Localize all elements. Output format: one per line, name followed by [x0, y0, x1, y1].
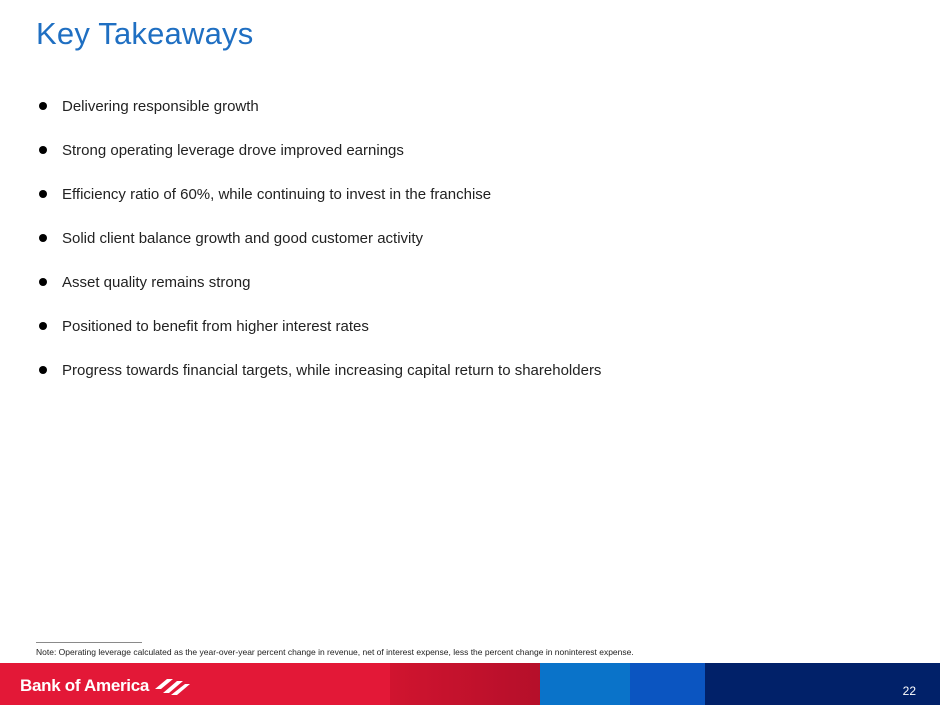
list-item [39, 272, 601, 316]
takeaways-list [39, 96, 601, 404]
list-item [39, 316, 601, 360]
bullet-icon [39, 322, 47, 330]
footer-band-light-blue [540, 663, 630, 705]
bank-of-america-logo [20, 673, 191, 699]
footnote-divider [36, 642, 142, 643]
bullet-icon [39, 190, 47, 198]
list-item [39, 228, 601, 272]
footnote: Note: Operating leverage calculated as the year-over-year percent change in revenue, net of interest expense, less the percent change in noninterest expense. [36, 647, 634, 657]
bullet-text: Positioned to benefit from higher interest rates [62, 318, 369, 335]
bullet-icon [39, 102, 47, 110]
list-item [39, 96, 601, 140]
footer-band-dark-red [390, 663, 540, 705]
bullet-icon [39, 278, 47, 286]
list-item [39, 140, 601, 184]
logo-text: Bank of America [20, 676, 150, 695]
footer-band-blue [630, 663, 705, 705]
page-title: Key Takeaways [36, 16, 254, 51]
bullet-icon [39, 366, 47, 374]
bullet-icon [39, 234, 47, 242]
bullet-text: Solid client balance growth and good customer activity [62, 230, 424, 247]
bullet-icon [39, 146, 47, 154]
bullet-text: Asset quality remains strong [62, 274, 251, 291]
flag-icon [153, 675, 191, 697]
bullet-text: Progress towards financial targets, while increasing capital return to shareholders [62, 362, 602, 379]
bullet-text: Delivering responsible growth [62, 98, 259, 115]
page-number: 22 [902, 684, 916, 698]
list-item [39, 184, 601, 228]
list-item [39, 360, 601, 404]
bullet-text: Strong operating leverage drove improved earnings [62, 142, 404, 159]
bullet-text: Efficiency ratio of 60%, while continuing to invest in the franchise [62, 186, 492, 203]
